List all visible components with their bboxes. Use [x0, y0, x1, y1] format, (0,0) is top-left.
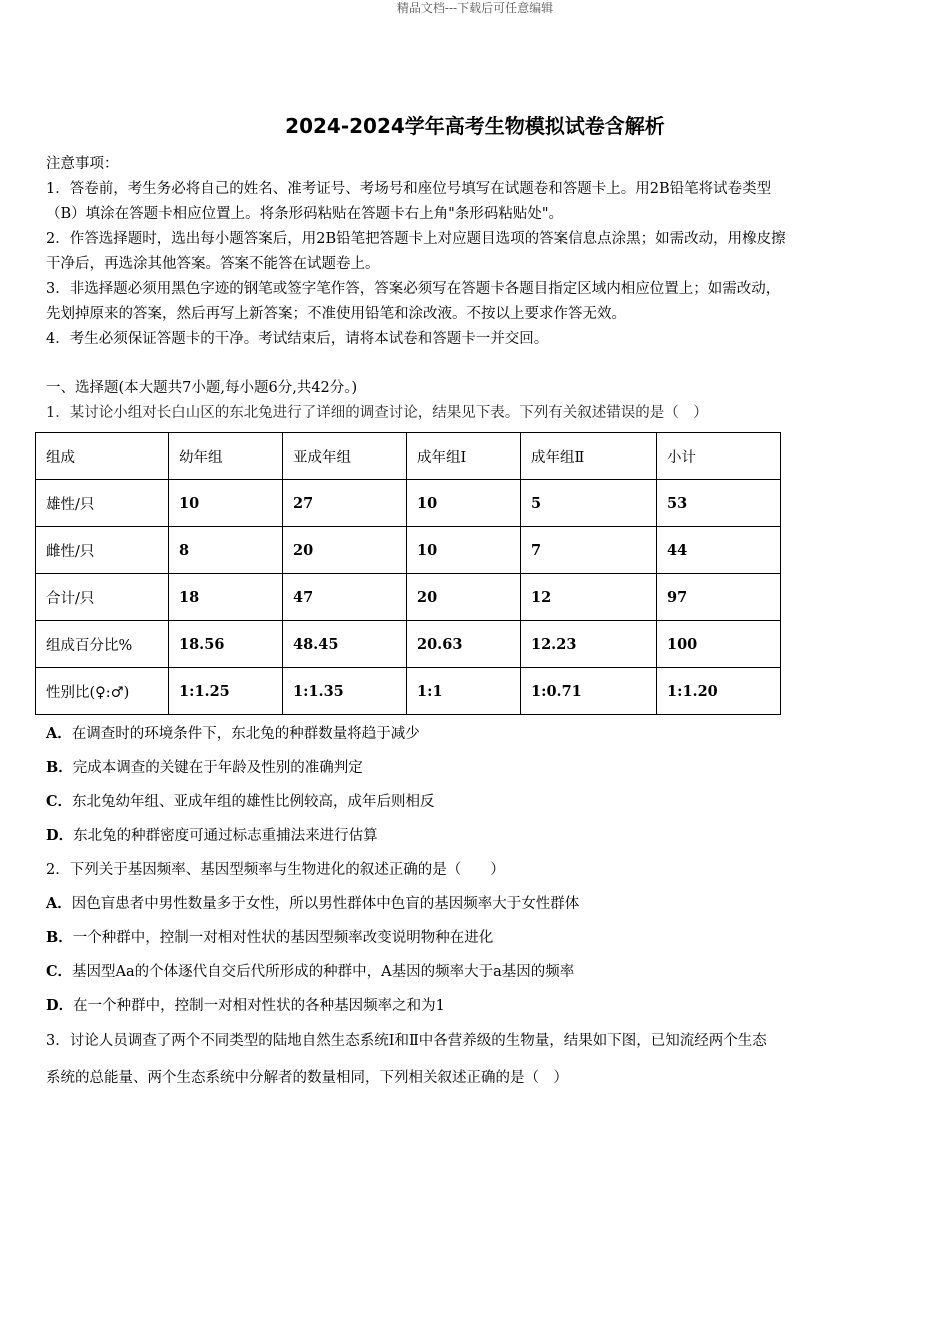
option-letter: B．: [46, 759, 73, 776]
option-letter: D．: [46, 827, 74, 844]
table-row-label: 雌性/只: [36, 527, 169, 574]
option-letter: B．: [46, 929, 73, 946]
table-row: [36, 668, 781, 715]
table-cell: 10: [407, 480, 521, 527]
notice-line: （B）填涂在答题卡相应位置上。将条形码粘贴在答题卡右上角"条形码粘贴处"。: [46, 206, 563, 222]
header-note: 精品文档---下载后可任意编辑: [396, 1, 554, 15]
table-cell: 8: [169, 527, 283, 574]
table-cell: 5: [521, 480, 657, 527]
question-3-stem: [46, 1029, 767, 1050]
table-cell: 12.23: [521, 621, 657, 668]
question-2-option-c[interactable]: [46, 960, 574, 981]
notice-line: 4．考生必须保证答题卡的干净。考试结束后，请将本试卷和答题卡一并交回。: [46, 331, 549, 347]
question-1-option-b[interactable]: [46, 756, 363, 777]
option-letter: A．: [46, 725, 72, 742]
question-3-line: 3．讨论人员调查了两个不同类型的陆地自然生态系统Ⅰ和Ⅱ中各营养级的生物量，结果如下图，已知流经两个生态: [46, 1033, 767, 1049]
table-cell: 97: [657, 574, 781, 621]
table-row-label: 性别比(♀:♂): [36, 668, 169, 715]
question-2-option-b[interactable]: [46, 926, 493, 947]
table-cell: 1:1.35: [283, 668, 407, 715]
question-2-option-d[interactable]: [46, 994, 445, 1015]
table-header-cell: 亚成年组: [283, 433, 407, 480]
question-3-stem-cont: [46, 1066, 568, 1087]
table-cell: 27: [283, 480, 407, 527]
question-2-text: 2．下列关于基因频率、基因型频率与生物进化的叙述正确的是（ ）: [46, 862, 505, 878]
notice-line: 3．非选择题必须用黑色字迹的钢笔或签字笔作答，答案必须写在答题卡各题目指定区域内相应位置上；如需改动，: [46, 281, 781, 297]
table-cell: 47: [283, 574, 407, 621]
notice-line: 干净后，再选涂其他答案。答案不能答在试题卷上。: [46, 256, 380, 272]
notice-line: 先划掉原来的答案，然后再写上新答案；不准使用铅笔和涂改液。不按以上要求作答无效。: [46, 306, 626, 322]
option-text: 一个种群中，控制一对相对性状的基因型频率改变说明物种在进化: [72, 930, 494, 946]
table-cell: 1:1.25: [169, 668, 283, 715]
page-title: 2024-2024学年高考生物模拟试卷含解析: [285, 114, 665, 138]
table-header-cell: 小计: [657, 433, 781, 480]
table-cell: 44: [657, 527, 781, 574]
table-row-label: 组成百分比%: [36, 621, 169, 668]
notice-heading: 注意事项：: [46, 156, 119, 172]
option-text: 基因型Aa的个体逐代自交后代所形成的种群中，A基因的频率大于a基因的频率: [72, 964, 575, 980]
table-header-row: [36, 433, 781, 480]
table-cell: 1:0.71: [521, 668, 657, 715]
question-1-stem: 1．某讨论小组对长白山区的东北兔进行了详细的调查讨论，结果见下表。下列有关叙述错误的是（ ）: [46, 405, 708, 421]
section-heading: 一、选择题(本大题共7小题,每小题6分,共42分。): [46, 380, 358, 396]
table-cell: 18: [169, 574, 283, 621]
notice-line: 1．答卷前，考生务必将自己的姓名、准考证号、考场号和座位号填写在试题卷和答题卡上。用2B铅笔将试卷类型: [46, 181, 772, 197]
notice-line: 2．作答选择题时，选出每小题答案后，用2B铅笔把答题卡上对应题目选项的答案信息点涂黑；如需改动，用橡皮擦: [46, 231, 786, 247]
table-cell: 20.63: [407, 621, 521, 668]
table-cell: 10: [169, 480, 283, 527]
table-row: [36, 574, 781, 621]
table-cell: 10: [407, 527, 521, 574]
table-header-cell: 幼年组: [169, 433, 283, 480]
table-cell: 100: [657, 621, 781, 668]
option-letter: C．: [46, 963, 73, 980]
question-1-option-a[interactable]: [46, 722, 420, 743]
table-cell: 20: [283, 527, 407, 574]
option-text: 因色盲患者中男性数量多于女性，所以男性群体中色盲的基因频率大于女性群体: [71, 896, 580, 912]
table-cell: 48.45: [283, 621, 407, 668]
table-row: [36, 527, 781, 574]
table-row: [36, 621, 781, 668]
option-text: 完成本调查的关键在于年龄及性别的准确判定: [72, 760, 363, 776]
table-cell: 1:1.20: [657, 668, 781, 715]
table-row: [36, 480, 781, 527]
option-letter: C．: [46, 793, 73, 810]
table-header-cell: 成年组Ⅱ: [521, 433, 657, 480]
table-header-cell: 成年组Ⅰ: [407, 433, 521, 480]
question-1-option-d[interactable]: [46, 824, 378, 845]
table-header-cell: 组成: [36, 433, 169, 480]
table-cell: 18.56: [169, 621, 283, 668]
option-text: 在调查时的环境条件下，东北兔的种群数量将趋于减少: [71, 726, 420, 742]
table-cell: 53: [657, 480, 781, 527]
option-text: 在一个种群中，控制一对相对性状的各种基因频率之和为1: [73, 998, 445, 1014]
survey-table: [35, 432, 781, 715]
question-2-stem: [46, 858, 505, 879]
option-text: 东北兔幼年组、亚成年组的雄性比例较高，成年后则相反: [72, 794, 435, 810]
table-cell: 20: [407, 574, 521, 621]
table-row-label: 合计/只: [36, 574, 169, 621]
option-letter: A．: [46, 895, 72, 912]
table-cell: 12: [521, 574, 657, 621]
option-letter: D．: [46, 997, 74, 1014]
table-cell: 1:1: [407, 668, 521, 715]
option-text: 东北兔的种群密度可通过标志重捕法来进行估算: [73, 828, 378, 844]
table-row-label: 雄性/只: [36, 480, 169, 527]
question-2-option-a[interactable]: [46, 892, 579, 913]
table-cell: 7: [521, 527, 657, 574]
question-3-line: 系统的总能量、两个生态系统中分解者的数量相同，下列相关叙述正确的是（ ）: [46, 1070, 568, 1086]
question-1-option-c[interactable]: [46, 790, 435, 811]
